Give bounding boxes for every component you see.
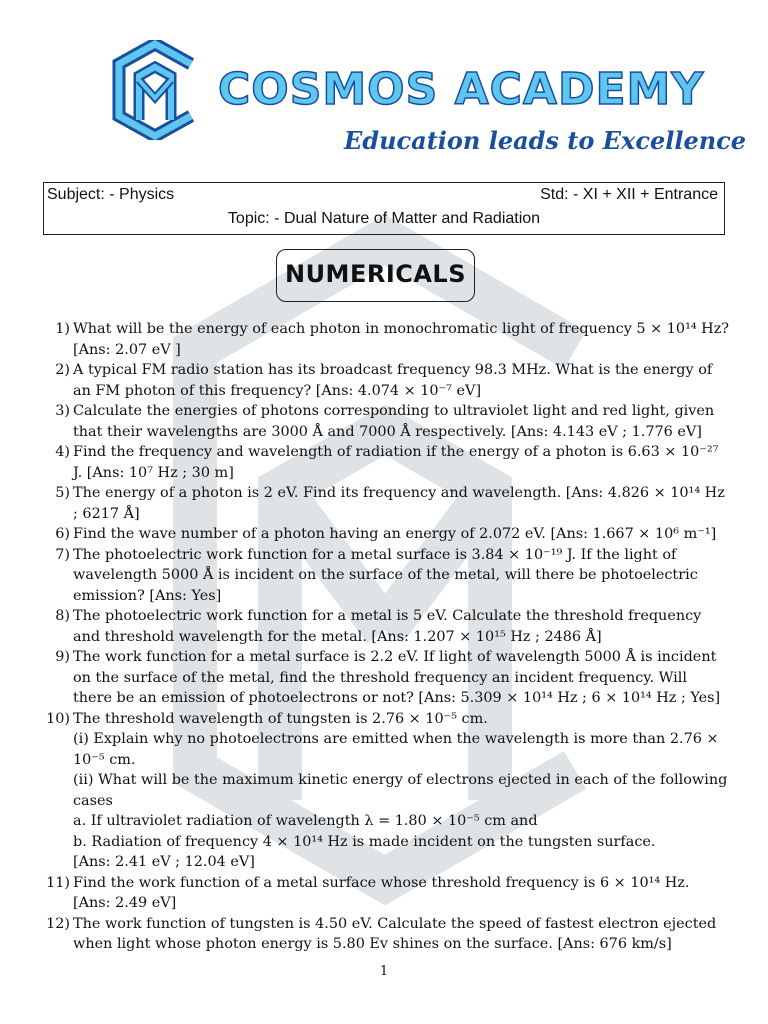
- question-text: The work function for a metal surface is 2.2 eV. If light of wavelength 5000 Å is incident on the surface of the metal, find the threshold frequency an incident frequency. Will there be an emission of photoelectrons or not? [Ans: 5.309 × 10¹⁴ Hz ; 6 × 10¹⁴ Hz ; Yes]: [73, 649, 721, 706]
- topic-label: Topic: - Dual Nature of Matter and Radiation: [227, 210, 541, 227]
- question-text: A typical FM radio station has its broadcast frequency 98.3 MHz. What is the energy of an FM photon of this frequency? [Ans: 4.074 × 10⁻⁷ eV]: [73, 362, 713, 399]
- questions-list: [40, 319, 730, 955]
- question-item: [40, 442, 730, 483]
- question-item: [40, 360, 730, 401]
- brand-tagline: Education leads to Excellence: [344, 126, 747, 155]
- question-text: The threshold wavelength of tungsten is 2.76 × 10⁻⁵ cm. (i) Explain why no photoelectrons are emitted when the wavelength is more than 2.76 × 10⁻⁵ cm. (ii) What will be the maximum kinetic energy of electrons ejected in each of the following cases a. If ultraviolet radiation of wavelength λ = 1.80 × 10⁻⁵ cm and b. Radiation of frequency 4 × 10¹⁴ Hz is made incident on the tungsten surface. [Ans: 2.41 eV ; 12.04 eV]: [73, 710, 728, 870]
- section-title: NUMERICALS: [284, 260, 467, 288]
- question-item: [40, 483, 730, 524]
- question-number: 7): [55, 546, 70, 563]
- question-number: 8): [55, 608, 70, 624]
- page-header: [0, 0, 768, 170]
- question-item: [40, 524, 730, 545]
- page-number: 1: [379, 964, 389, 979]
- question-number: 11): [46, 874, 70, 891]
- subject-info-box: [43, 182, 725, 235]
- question-item: [40, 647, 730, 709]
- question-text: The work function of tungsten is 4.50 eV. Calculate the speed of fastest electron ejected when light whose photon energy is 5.80 Ev shines on the surface. [Ans: 676 km/s]: [73, 915, 717, 952]
- question-item: [40, 545, 730, 607]
- question-text: Calculate the energies of photons corresponding to ultraviolet light and red light, given that their wavelengths are 3000 Å and 7000 Å respectively. [Ans: 4.143 eV ; 1.776 eV]: [73, 403, 715, 440]
- question-number: 6): [55, 526, 70, 542]
- question-text: What will be the energy of each photon in monochromatic light of frequency 5 × 10¹⁴ Hz? [Ans: 2.07 eV ]: [73, 321, 730, 358]
- cosmos-academy-logo-icon: [105, 40, 205, 140]
- question-item: [40, 914, 730, 955]
- question-text: Find the work function of a metal surface whose threshold frequency is 6 × 10¹⁴ Hz. [Ans: 2.49 eV]: [73, 874, 690, 911]
- question-number: 9): [55, 649, 70, 665]
- subject-label: Subject: - Physics: [47, 186, 175, 203]
- question-item: [40, 401, 730, 442]
- question-text: Find the wave number of a photon having an energy of 2.072 eV. [Ans: 1.667 × 10⁶ m⁻¹]: [73, 526, 717, 542]
- question-number: 3): [55, 403, 70, 419]
- question-number: 10): [46, 710, 70, 727]
- standard-label: Std: - XI + XII + Entrance: [540, 186, 718, 203]
- question-item: [40, 873, 730, 914]
- question-item: [40, 319, 730, 360]
- section-title-box: [276, 249, 475, 302]
- question-number: 2): [55, 362, 70, 378]
- question-item: [40, 606, 730, 647]
- question-item: [40, 709, 730, 873]
- question-number: 12): [46, 915, 70, 932]
- brand-name: COSMOS ACADEMY: [218, 64, 705, 115]
- question-text: The photoelectric work function for a metal surface is 3.84 × 10⁻¹⁹ J. If the light of wavelength 5000 Å is incident on the surface of the metal, will there be photoelectric emission? [Ans: Yes]: [73, 546, 698, 604]
- question-text: The photoelectric work function for a metal is 5 eV. Calculate the threshold frequency and threshold wavelength for the metal. [Ans: 1.207 × 10¹⁵ Hz ; 2486 Å]: [73, 608, 702, 645]
- question-text: Find the frequency and wavelength of radiation if the energy of a photon is 6.63 × 10⁻²⁷ J. [Ans: 10⁷ Hz ; 30 m]: [73, 444, 719, 481]
- question-number: 1): [55, 321, 70, 337]
- question-text: The energy of a photon is 2 eV. Find its frequency and wavelength. [Ans: 4.826 × 10¹⁴ Hz ; 6217 Å]: [73, 485, 725, 522]
- question-number: 4): [55, 444, 70, 460]
- question-number: 5): [55, 485, 70, 501]
